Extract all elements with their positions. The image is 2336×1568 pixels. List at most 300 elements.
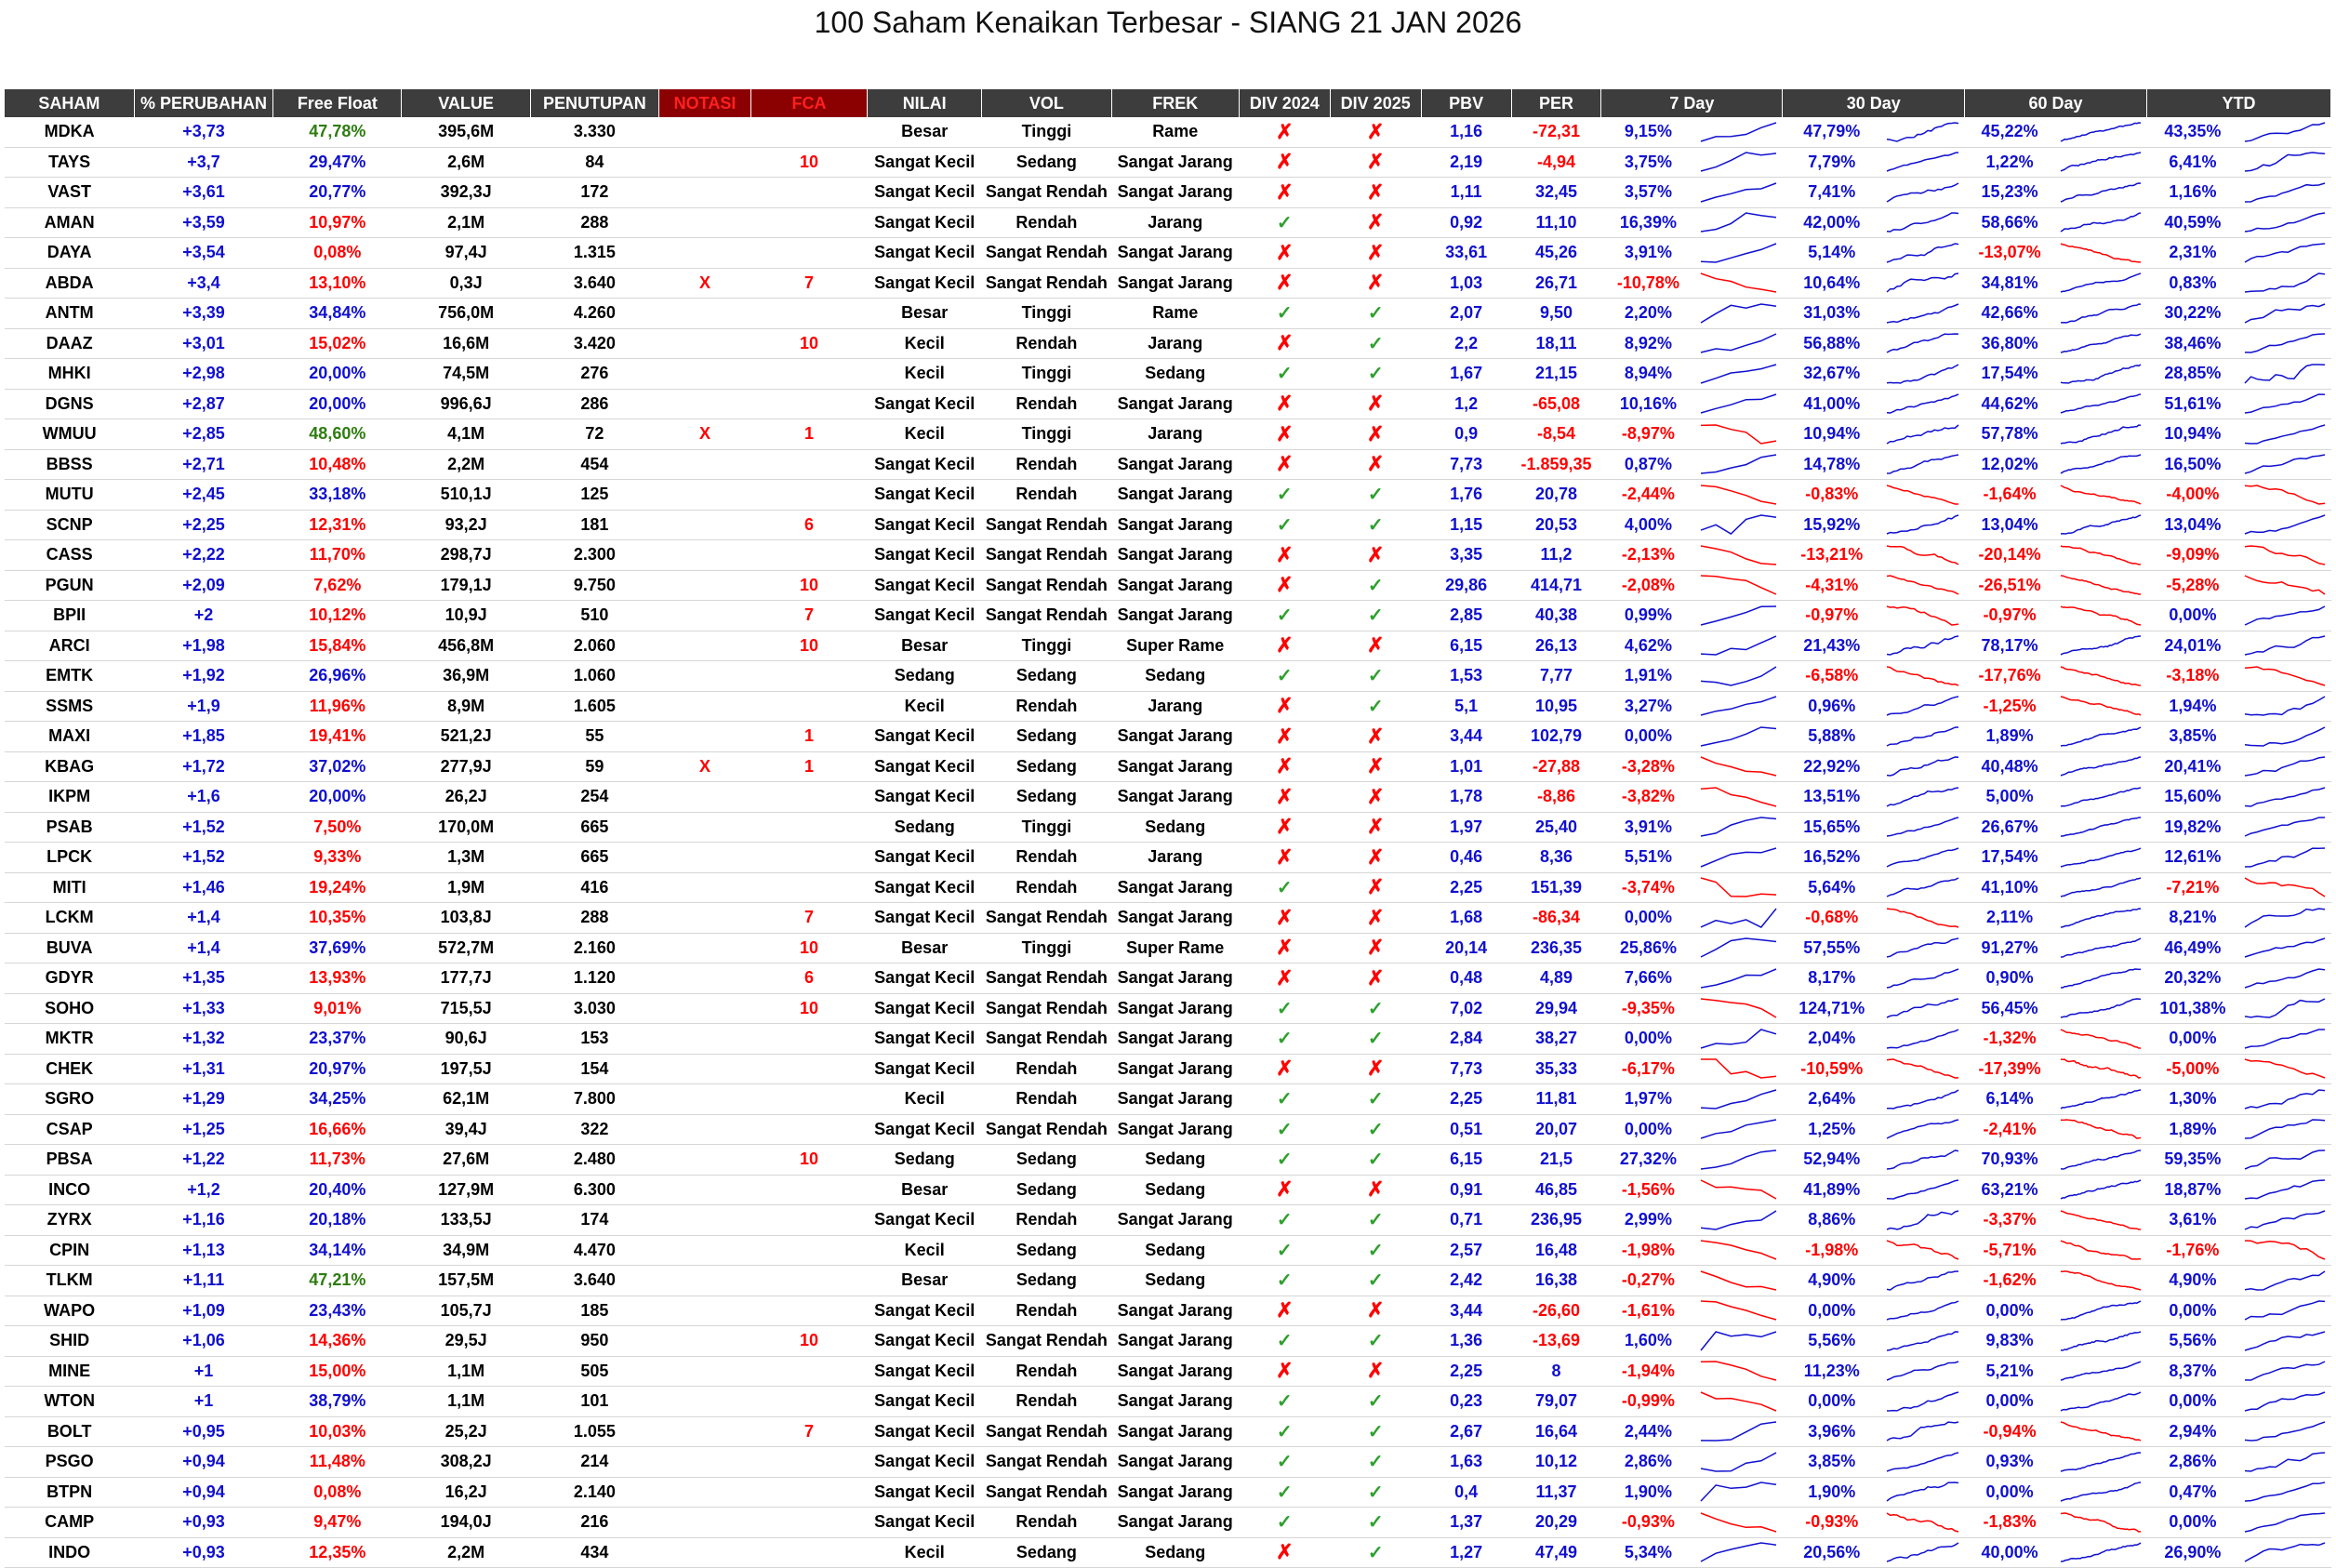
cell-perubahan: +0,95 — [134, 1416, 272, 1447]
sparkline-path — [1701, 606, 1776, 625]
cell-ytd-sparkline — [2238, 238, 2330, 269]
cell-d7: 1,97% — [1601, 1084, 1695, 1115]
table-row[interactable] — [5, 178, 2331, 208]
cell-d60: 42,66% — [1965, 299, 2055, 329]
cell-ytd-sparkline — [2238, 1477, 2330, 1508]
cell-d7: -9,35% — [1601, 993, 1695, 1024]
cross-icon: ✗ — [1276, 1298, 1294, 1322]
cell-d60: 44,62% — [1965, 389, 2055, 419]
table-row[interactable] — [5, 359, 2331, 390]
table-row[interactable] — [5, 751, 2331, 782]
cell-d60-sparkline — [2055, 601, 2147, 631]
cell-d30: 4,90% — [1783, 1266, 1881, 1296]
cell-free-float: 33,18% — [273, 480, 402, 511]
cell-d60-sparkline — [2055, 843, 2147, 873]
header-saham[interactable]: SAHAM — [5, 89, 134, 117]
cell-div-2025 — [1330, 1356, 1421, 1387]
sparkline-chart — [2243, 1450, 2327, 1474]
check-icon: ✓ — [1276, 877, 1293, 898]
table-row[interactable] — [5, 1416, 2331, 1447]
cell-ytd-sparkline — [2238, 933, 2330, 963]
table-row[interactable] — [5, 631, 2331, 661]
sparkline-chart — [2059, 1177, 2143, 1202]
cell-d7: 25,86% — [1601, 933, 1695, 963]
cell-penutupan: 1.060 — [530, 661, 658, 692]
header-fca[interactable]: FCA — [750, 89, 867, 117]
cell-free-float: 10,48% — [273, 449, 402, 480]
cell-vol: Sangat Rendah — [982, 1447, 1111, 1478]
cell-d60-sparkline — [2055, 1387, 2147, 1417]
sparkline-path — [1701, 1090, 1776, 1109]
table-row[interactable] — [5, 1537, 2331, 1568]
check-icon: ✓ — [1276, 485, 1293, 506]
cell-div-2024 — [1239, 872, 1330, 903]
header-60-day[interactable]: 60 Day — [1965, 89, 2147, 117]
table-row[interactable] — [5, 872, 2331, 903]
sparkline-chart — [2243, 362, 2327, 386]
cell-saham: SSMS — [5, 691, 134, 722]
table-row[interactable] — [5, 510, 2331, 540]
sparkline-path — [2245, 576, 2325, 594]
cell-ytd: 10,94% — [2146, 419, 2238, 450]
cell-per: 236,35 — [1511, 933, 1601, 963]
cell-d60: 17,54% — [1965, 843, 2055, 873]
sparkline-path — [1701, 515, 1776, 534]
cell-d7-sparkline — [1695, 1175, 1783, 1205]
cell-div-2024 — [1239, 117, 1330, 147]
table-row[interactable] — [5, 661, 2331, 692]
sparkline-path — [1887, 848, 1958, 867]
cell-penutupan: 125 — [530, 480, 658, 511]
cell-notasi — [659, 1024, 751, 1055]
cell-perubahan: +1,98 — [134, 631, 272, 661]
sparkline-path — [1701, 1392, 1776, 1411]
header-per[interactable]: PER — [1511, 89, 1601, 117]
cell-value: 179,1J — [402, 570, 530, 601]
cell-div-2025 — [1330, 178, 1421, 208]
sparkline-chart — [2243, 1540, 2327, 1564]
cell-saham: MUTU — [5, 480, 134, 511]
cell-d7-sparkline — [1695, 1447, 1783, 1478]
cell-perubahan: +3,39 — [134, 299, 272, 329]
table-row[interactable] — [5, 1114, 2331, 1145]
sparkline-chart — [1699, 996, 1778, 1020]
sparkline-chart — [2059, 392, 2143, 416]
header-nilai[interactable]: NILAI — [868, 89, 982, 117]
sparkline-path — [1887, 667, 1958, 685]
cell-d7-sparkline — [1695, 1477, 1783, 1508]
header-30-day[interactable]: 30 Day — [1783, 89, 1965, 117]
header-pbv[interactable]: PBV — [1421, 89, 1511, 117]
sparkline-chart — [1885, 785, 1960, 809]
cell-d30-sparkline — [1881, 661, 1965, 692]
sparkline-path — [1887, 273, 1958, 292]
cell-ytd-sparkline — [2238, 993, 2330, 1024]
cell-saham: SCNP — [5, 510, 134, 540]
cell-saham: AMAN — [5, 207, 134, 238]
table-row[interactable] — [5, 601, 2331, 631]
cell-notasi — [659, 1205, 751, 1236]
cell-pbv: 1,03 — [1421, 268, 1511, 299]
cell-ytd: -7,21% — [2146, 872, 2238, 903]
sparkline-path — [1701, 123, 1776, 141]
cell-fca: 7 — [750, 1416, 867, 1447]
sparkline-path — [2245, 304, 2325, 323]
header-perubahan[interactable]: % PERUBAHAN — [134, 89, 272, 117]
sparkline-path — [1887, 727, 1958, 746]
cell-penutupan: 2.300 — [530, 540, 658, 571]
cell-penutupan: 2.140 — [530, 1477, 658, 1508]
table-row[interactable] — [5, 117, 2331, 147]
table-row[interactable] — [5, 963, 2331, 994]
cell-perubahan: +0,93 — [134, 1537, 272, 1568]
cell-penutupan: 185 — [530, 1296, 658, 1326]
cell-per: -27,88 — [1511, 751, 1601, 782]
table-row[interactable] — [5, 207, 2331, 238]
cell-ytd: -1,76% — [2146, 1235, 2238, 1266]
cell-pbv: 2,25 — [1421, 1356, 1511, 1387]
cell-per: 18,11 — [1511, 328, 1601, 359]
cell-free-float: 7,50% — [273, 812, 402, 843]
cell-fca — [750, 238, 867, 269]
cell-d30-sparkline — [1881, 722, 1965, 752]
sparkline-chart — [1699, 664, 1778, 688]
cross-icon: ✗ — [1366, 844, 1385, 869]
cell-frek: Sedang — [1111, 661, 1239, 692]
cell-fca: 10 — [750, 933, 867, 963]
table-row[interactable] — [5, 1145, 2331, 1176]
cell-value: 10,9J — [402, 601, 530, 631]
cell-d30: 11,23% — [1783, 1356, 1881, 1387]
cell-value: 105,7J — [402, 1296, 530, 1326]
cell-d30: -4,31% — [1783, 570, 1881, 601]
table-row[interactable] — [5, 843, 2331, 873]
table-row[interactable] — [5, 1024, 2331, 1055]
cell-notasi — [659, 782, 751, 813]
cell-value: 298,7J — [402, 540, 530, 571]
cell-free-float: 0,08% — [273, 1477, 402, 1508]
cell-penutupan: 2.480 — [530, 1145, 658, 1176]
cell-frek: Sangat Jarang — [1111, 1326, 1239, 1357]
table-row[interactable] — [5, 1356, 2331, 1387]
cell-notasi — [659, 963, 751, 994]
cell-perubahan: +1,22 — [134, 1145, 272, 1176]
table-row[interactable] — [5, 389, 2331, 419]
sparkline-chart — [1885, 362, 1960, 386]
table-row[interactable] — [5, 570, 2331, 601]
cell-pbv: 1,11 — [1421, 178, 1511, 208]
table-row[interactable] — [5, 691, 2331, 722]
header-vol[interactable]: VOL — [982, 89, 1111, 117]
sparkline-path — [1887, 515, 1958, 534]
cell-pbv: 2,42 — [1421, 1266, 1511, 1296]
cell-ytd: 0,00% — [2146, 1387, 2238, 1417]
sparkline-chart — [1699, 1540, 1778, 1564]
sparkline-path — [1887, 183, 1958, 202]
cell-notasi — [659, 631, 751, 661]
cell-perubahan: +1,35 — [134, 963, 272, 994]
sparkline-chart — [1885, 1269, 1960, 1293]
sparkline-chart — [1885, 1027, 1960, 1051]
cell-perubahan: +1,6 — [134, 782, 272, 813]
table-row[interactable] — [5, 1054, 2331, 1084]
cell-saham: IKPM — [5, 782, 134, 813]
cell-ytd-sparkline — [2238, 963, 2330, 994]
cell-d60: 70,93% — [1965, 1145, 2055, 1176]
cell-d30-sparkline — [1881, 963, 1965, 994]
table-row[interactable] — [5, 449, 2331, 480]
cell-d30-sparkline — [1881, 268, 1965, 299]
sparkline-chart — [2059, 1389, 2143, 1414]
table-header-row — [5, 89, 2331, 117]
cell-vol: Sangat Rendah — [982, 1326, 1111, 1357]
cell-frek: Sangat Jarang — [1111, 1416, 1239, 1447]
sparkline-path — [1887, 576, 1958, 594]
cell-div-2025 — [1330, 872, 1421, 903]
cell-d7-sparkline — [1695, 1416, 1783, 1447]
table-row[interactable] — [5, 903, 2331, 934]
cell-ytd: 26,90% — [2146, 1537, 2238, 1568]
cell-div-2025 — [1330, 903, 1421, 934]
sparkline-path — [2061, 788, 2141, 806]
sparkline-chart — [2243, 271, 2327, 295]
cell-saham: TAYS — [5, 147, 134, 178]
cell-d7-sparkline — [1695, 691, 1783, 722]
cell-per: 40,38 — [1511, 601, 1601, 631]
cell-d60-sparkline — [2055, 993, 2147, 1024]
cell-d60-sparkline — [2055, 419, 2147, 450]
table-row[interactable] — [5, 1508, 2331, 1538]
check-icon: ✓ — [1276, 1089, 1293, 1110]
table-row[interactable] — [5, 782, 2331, 813]
cell-free-float: 11,73% — [273, 1145, 402, 1176]
sparkline-chart — [2059, 1329, 2143, 1353]
cell-ytd-sparkline — [2238, 1296, 2330, 1326]
cell-frek: Super Rame — [1111, 631, 1239, 661]
cell-ytd: 20,41% — [2146, 751, 2238, 782]
table-row[interactable] — [5, 1387, 2331, 1417]
sparkline-chart — [1699, 1148, 1778, 1172]
cell-value: 90,6J — [402, 1024, 530, 1055]
check-icon: ✓ — [1367, 605, 1384, 627]
cell-perubahan: +3,59 — [134, 207, 272, 238]
sparkline-chart — [2059, 331, 2143, 355]
cell-ytd-sparkline — [2238, 843, 2330, 873]
cell-d30-sparkline — [1881, 147, 1965, 178]
cell-d60: -1,62% — [1965, 1266, 2055, 1296]
cell-d60: 34,81% — [1965, 268, 2055, 299]
cell-div-2025 — [1330, 480, 1421, 511]
sparkline-path — [2245, 606, 2325, 625]
sparkline-chart — [1885, 573, 1960, 597]
header-penutupan[interactable]: PENUTUPAN — [530, 89, 658, 117]
cell-div-2025 — [1330, 933, 1421, 963]
header-ytd[interactable]: YTD — [2146, 89, 2330, 117]
table-row[interactable] — [5, 299, 2331, 329]
cell-frek: Sangat Jarang — [1111, 480, 1239, 511]
cell-div-2024 — [1239, 661, 1330, 692]
cell-d30-sparkline — [1881, 299, 1965, 329]
sparkline-chart — [2059, 210, 2143, 234]
cell-free-float: 20,77% — [273, 178, 402, 208]
cell-saham: PBSA — [5, 1145, 134, 1176]
sparkline-chart — [2243, 120, 2327, 144]
cell-fca — [750, 1477, 867, 1508]
sparkline-chart — [1699, 936, 1778, 960]
table-row[interactable] — [5, 147, 2331, 178]
cell-div-2024 — [1239, 1508, 1330, 1538]
sparkline-path — [2245, 183, 2325, 202]
table-row[interactable] — [5, 1084, 2331, 1115]
table-row[interactable] — [5, 812, 2331, 843]
sparkline-path — [1887, 546, 1958, 565]
cell-value: 133,5J — [402, 1205, 530, 1236]
sparkline-chart — [1699, 452, 1778, 476]
header-div-2024[interactable]: DIV 2024 — [1239, 89, 1330, 117]
check-icon: ✓ — [1367, 1482, 1384, 1503]
header-value[interactable]: VALUE — [402, 89, 530, 117]
sparkline-path — [2061, 1271, 2141, 1290]
cell-per: 16,64 — [1511, 1416, 1601, 1447]
sparkline-chart — [1885, 604, 1960, 628]
cell-pbv: 1,37 — [1421, 1508, 1511, 1538]
sparkline-path — [2061, 334, 2141, 352]
table-row[interactable] — [5, 933, 2331, 963]
cell-div-2024 — [1239, 510, 1330, 540]
table-row[interactable] — [5, 1266, 2331, 1296]
cross-icon: ✗ — [1366, 1177, 1385, 1202]
cell-d7-sparkline — [1695, 1114, 1783, 1145]
cell-vol: Rendah — [982, 691, 1111, 722]
cell-d60: -5,71% — [1965, 1235, 2055, 1266]
cell-d7: -1,61% — [1601, 1296, 1695, 1326]
cell-vol: Rendah — [982, 1356, 1111, 1387]
cross-icon: ✗ — [1276, 1056, 1294, 1081]
cell-notasi — [659, 1175, 751, 1205]
check-icon: ✓ — [1276, 1240, 1293, 1261]
check-icon: ✓ — [1367, 1149, 1384, 1171]
cell-free-float: 13,10% — [273, 268, 402, 299]
table-row[interactable] — [5, 1175, 2331, 1205]
table-row[interactable] — [5, 1477, 2331, 1508]
cell-nilai: Sangat Kecil — [868, 1416, 982, 1447]
cell-per: 20,78 — [1511, 480, 1601, 511]
cell-ytd: 3,85% — [2146, 722, 2238, 752]
table-row[interactable] — [5, 328, 2331, 359]
cell-pbv: 1,67 — [1421, 359, 1511, 390]
sparkline-path — [2061, 1543, 2141, 1561]
sparkline-path — [1701, 213, 1776, 232]
cell-div-2025 — [1330, 812, 1421, 843]
cell-fca: 7 — [750, 268, 867, 299]
table-row[interactable] — [5, 1326, 2331, 1357]
cell-ytd-sparkline — [2238, 328, 2330, 359]
table-row[interactable] — [5, 1296, 2331, 1326]
sparkline-chart — [2059, 724, 2143, 749]
sparkline-chart — [2243, 785, 2327, 809]
cell-ytd: -5,00% — [2146, 1054, 2238, 1084]
table-row[interactable] — [5, 238, 2331, 269]
sparkline-chart — [1699, 422, 1778, 446]
table-row[interactable] — [5, 1447, 2331, 1478]
cell-ytd-sparkline — [2238, 1175, 2330, 1205]
table-row[interactable] — [5, 419, 2331, 450]
header-free-float[interactable]: Free Float — [273, 89, 402, 117]
cell-saham: GDYR — [5, 963, 134, 994]
cell-fca — [750, 178, 867, 208]
header-frek[interactable]: FREK — [1111, 89, 1239, 117]
cell-nilai: Sangat Kecil — [868, 601, 982, 631]
cross-icon: ✗ — [1276, 392, 1294, 416]
table-row[interactable] — [5, 540, 2331, 571]
cell-div-2025 — [1330, 963, 1421, 994]
cell-vol: Sangat Rendah — [982, 903, 1111, 934]
sparkline-chart — [2243, 573, 2327, 597]
cell-pbv: 3,44 — [1421, 1296, 1511, 1326]
cell-saham: INDO — [5, 1537, 134, 1568]
cell-ytd-sparkline — [2238, 872, 2330, 903]
header-7-day[interactable]: 7 Day — [1601, 89, 1783, 117]
table-row[interactable] — [5, 1205, 2331, 1236]
cell-d30: -13,21% — [1783, 540, 1881, 571]
sparkline-chart — [1699, 845, 1778, 870]
cell-penutupan: 4.260 — [530, 299, 658, 329]
check-icon: ✓ — [1276, 364, 1293, 385]
cell-d60-sparkline — [2055, 1235, 2147, 1266]
cell-d7: -10,78% — [1601, 268, 1695, 299]
cell-nilai: Sangat Kecil — [868, 178, 982, 208]
sparkline-chart — [1885, 452, 1960, 476]
cell-fca: 10 — [750, 1326, 867, 1357]
cell-div-2025 — [1330, 1084, 1421, 1115]
cell-free-float: 20,97% — [273, 1054, 402, 1084]
table-row[interactable] — [5, 722, 2331, 752]
cell-nilai: Kecil — [868, 1537, 982, 1568]
cross-icon: ✗ — [1366, 150, 1385, 174]
table-row[interactable] — [5, 268, 2331, 299]
cell-ytd-sparkline — [2238, 1447, 2330, 1478]
cell-perubahan: +1,25 — [134, 1114, 272, 1145]
table-row[interactable] — [5, 480, 2331, 511]
sparkline-path — [2245, 878, 2325, 897]
cell-d30-sparkline — [1881, 1235, 1965, 1266]
cell-d30: -0,93% — [1783, 1508, 1881, 1538]
cell-d7: -6,17% — [1601, 1054, 1695, 1084]
header-notasi[interactable]: NOTASI — [659, 89, 751, 117]
cell-per: 11,10 — [1511, 207, 1601, 238]
sparkline-path — [2061, 123, 2141, 141]
sparkline-path — [1887, 1392, 1958, 1411]
cell-d60-sparkline — [2055, 480, 2147, 511]
sparkline-path — [2061, 1150, 2141, 1169]
cell-nilai: Sangat Kecil — [868, 1387, 982, 1417]
table-row[interactable] — [5, 993, 2331, 1024]
sparkline-chart — [2243, 241, 2327, 265]
cell-d7-sparkline — [1695, 993, 1783, 1024]
cross-icon: ✗ — [1366, 724, 1385, 748]
cross-icon: ✗ — [1276, 573, 1294, 597]
cell-d7-sparkline — [1695, 1266, 1783, 1296]
cell-d30-sparkline — [1881, 1477, 1965, 1508]
table-row[interactable] — [5, 1235, 2331, 1266]
sparkline-path — [1701, 1332, 1776, 1350]
header-div-2025[interactable]: DIV 2025 — [1330, 89, 1421, 117]
check-icon: ✓ — [1367, 364, 1384, 385]
cell-free-float: 15,84% — [273, 631, 402, 661]
cell-perubahan: +1,09 — [134, 1296, 272, 1326]
cell-per: 7,77 — [1511, 661, 1601, 692]
cell-d60: 91,27% — [1965, 933, 2055, 963]
